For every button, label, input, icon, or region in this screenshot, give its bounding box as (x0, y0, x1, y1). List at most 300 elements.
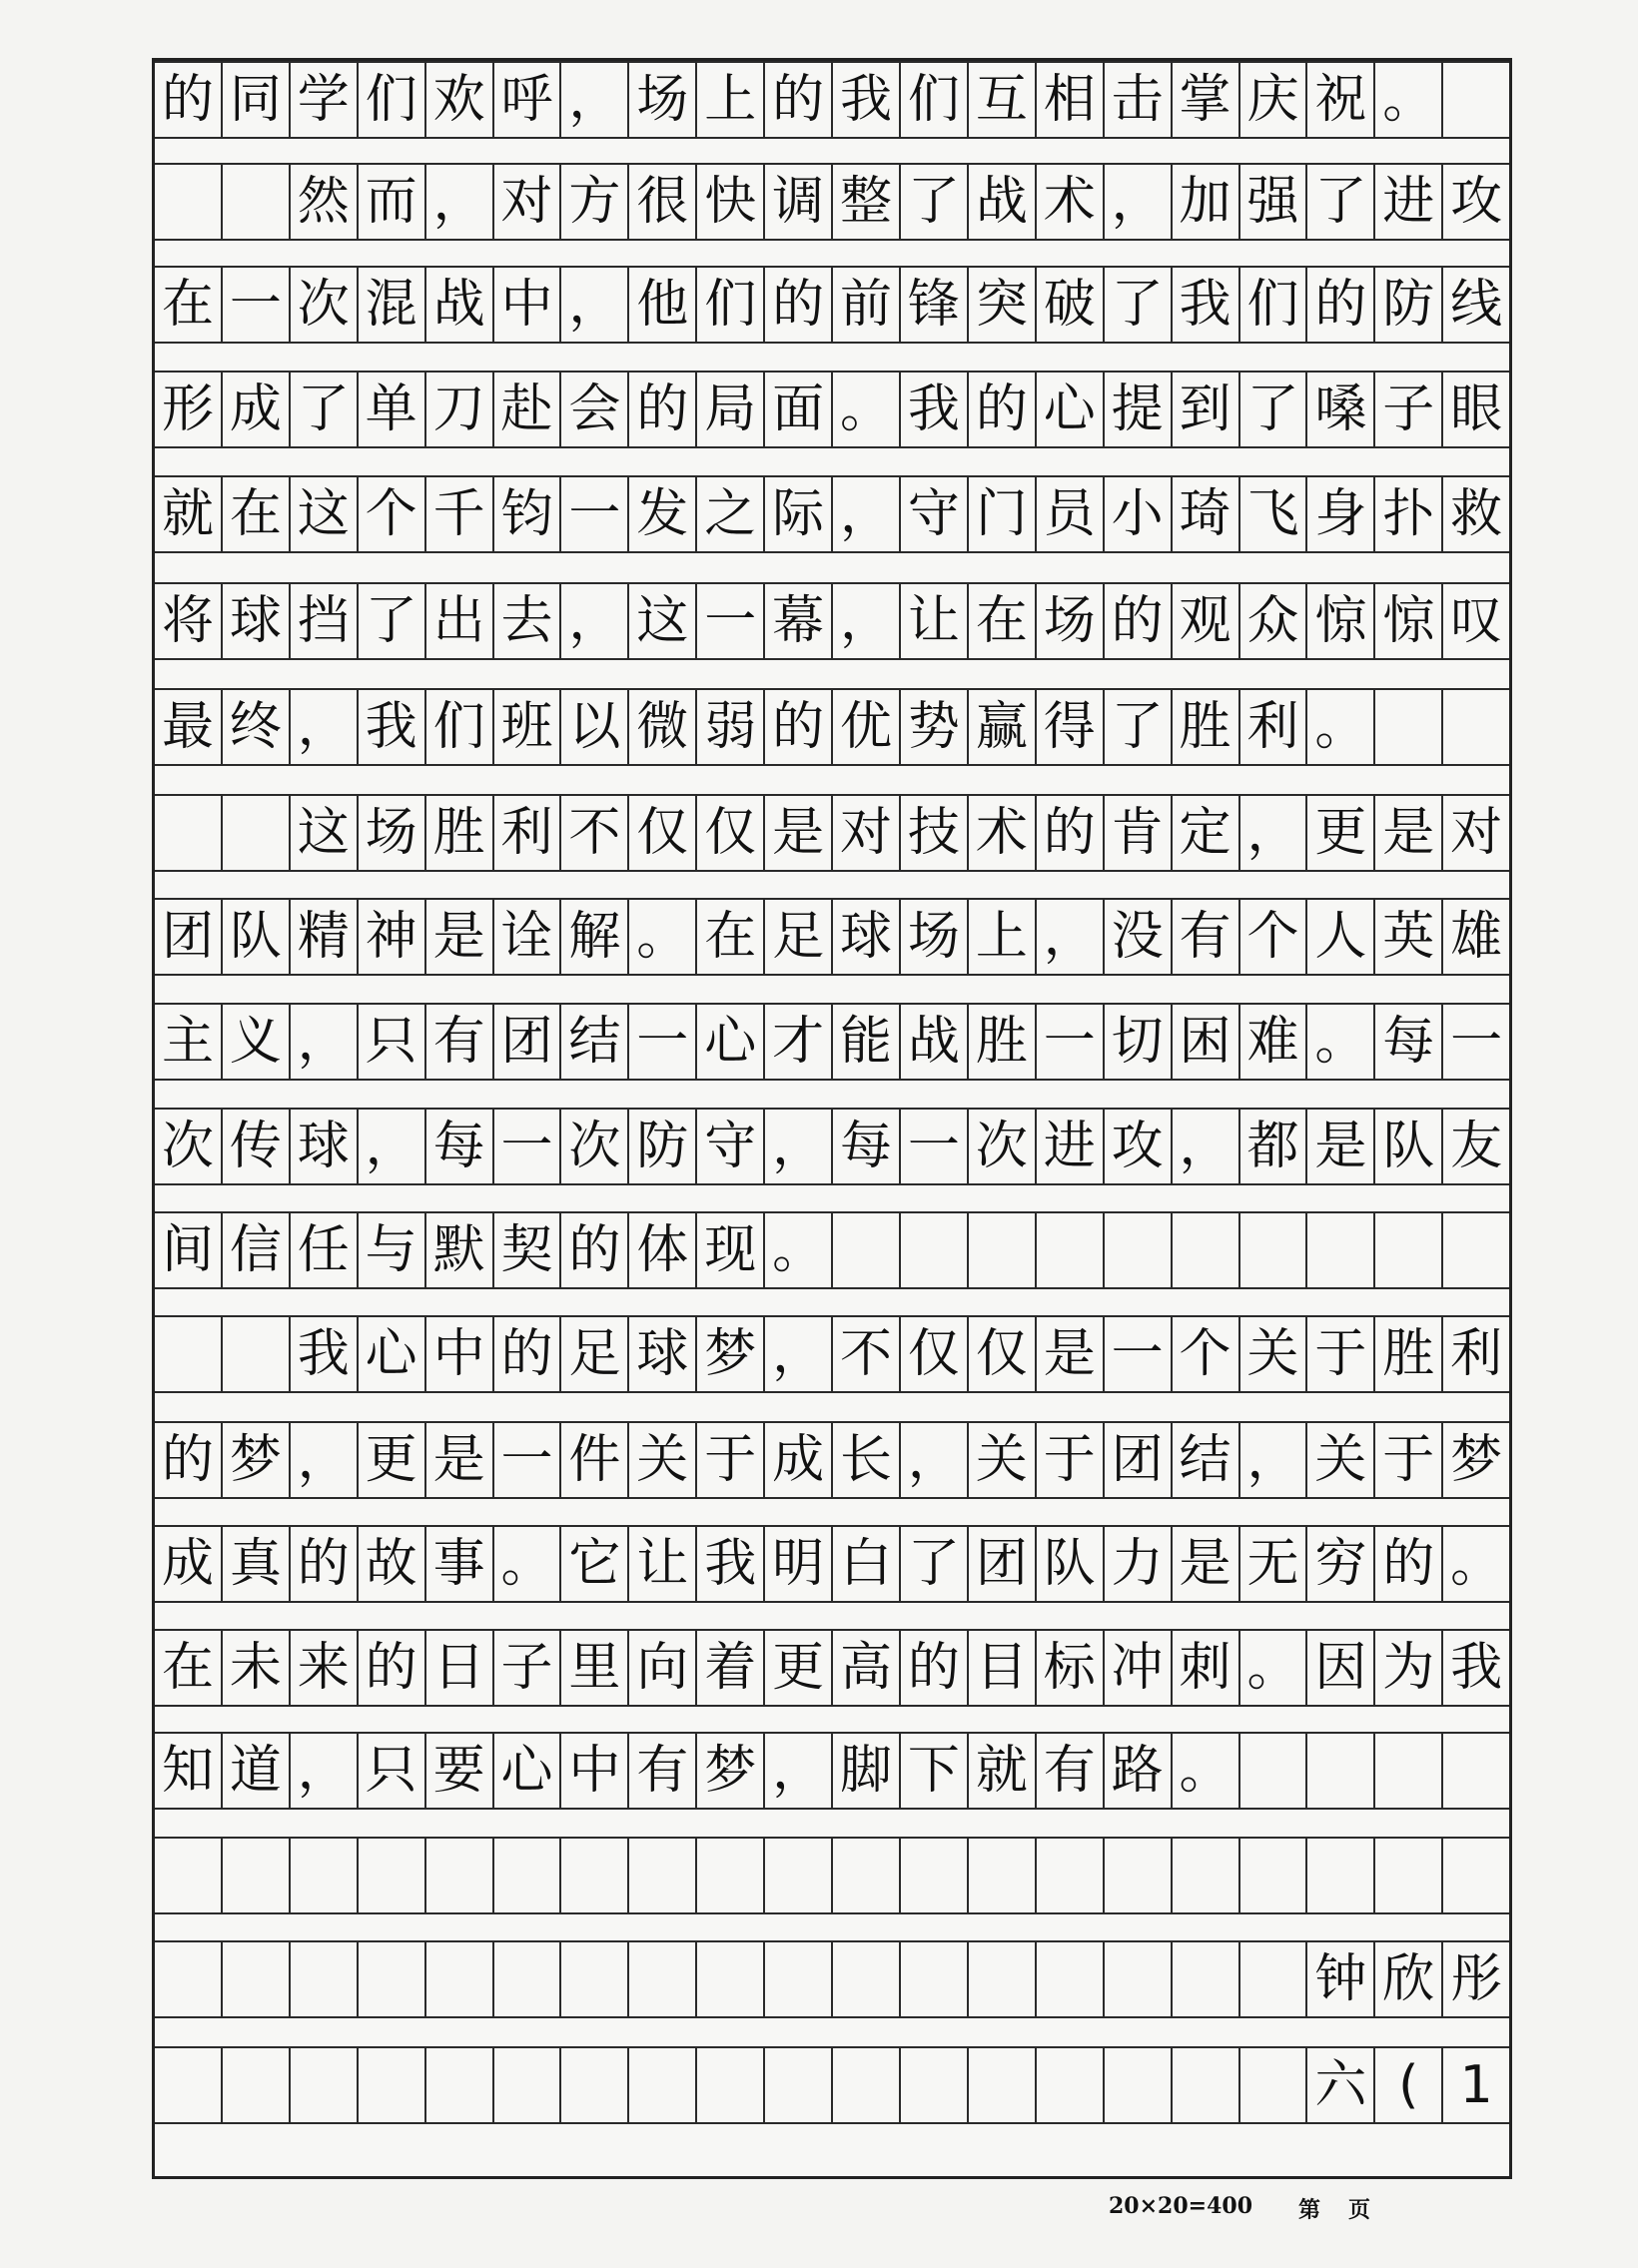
grid-cell: 子 (494, 1629, 562, 1707)
grid-cell: ， (291, 1732, 359, 1810)
grid-cell (426, 2046, 494, 2124)
grid-cell: 精 (291, 898, 359, 976)
grid-cell: 优 (833, 688, 901, 766)
grid-cell: 真 (223, 1525, 291, 1603)
grid-cell (629, 1837, 697, 1914)
grid-cell (155, 1315, 223, 1393)
grid-cell: 利 (494, 794, 562, 872)
grid-cell: 将 (155, 582, 223, 660)
grid-cell: 更 (765, 1629, 833, 1707)
grid-cell: 梦 (223, 1421, 291, 1499)
grid-cell: 形 (155, 371, 223, 448)
grid-row (155, 1108, 1509, 1185)
grid-cell: 我 (359, 688, 426, 766)
grid-cell: 的 (155, 61, 223, 139)
grid-cell (155, 2046, 223, 2124)
grid-cell (765, 2046, 833, 2124)
grid-cell: ， (1037, 898, 1105, 976)
grid-cell: 胜 (426, 794, 494, 872)
grid-cell: 知 (155, 1732, 223, 1810)
grid-cell (223, 2046, 291, 2124)
grid-cell: 个 (1240, 898, 1308, 976)
grid-cell: 力 (1105, 1525, 1173, 1603)
grid-cell: ， (291, 1421, 359, 1499)
grid-cell: 去 (494, 582, 562, 660)
grid-cell (223, 1940, 291, 2018)
composition-paper (152, 58, 1512, 2179)
grid-row (155, 688, 1509, 766)
grid-cell: 一 (1037, 1003, 1105, 1081)
grid-cell: 每 (833, 1108, 901, 1185)
grid-cell: 梦 (697, 1732, 765, 1810)
grid-cell: ， (1105, 163, 1173, 241)
grid-cell: 体 (629, 1211, 697, 1289)
grid-row (155, 582, 1509, 660)
grid-cell: 学 (291, 61, 359, 139)
grid-cell: 都 (1240, 1108, 1308, 1185)
grid-cell: 要 (426, 1732, 494, 1810)
grid-cell: 攻 (1443, 163, 1509, 241)
grid-cell: 的 (561, 1211, 629, 1289)
grid-cell: ， (561, 266, 629, 344)
grid-cell: ， (561, 61, 629, 139)
grid-cell: 同 (223, 61, 291, 139)
grid-cell: 在 (155, 1629, 223, 1707)
grid-cell (901, 1211, 969, 1289)
grid-cell (1375, 1837, 1443, 1914)
grid-cell: 刺 (1173, 1629, 1240, 1707)
grid-cell (629, 1940, 697, 2018)
grid-cell: 球 (223, 582, 291, 660)
grid-cell (1307, 1732, 1375, 1810)
grid-cell: 队 (1375, 1108, 1443, 1185)
grid-cell: 故 (359, 1525, 426, 1603)
grid-cell: 破 (1037, 266, 1105, 344)
grid-cell: 们 (359, 61, 426, 139)
grid-cell (1443, 1732, 1509, 1810)
grid-cell: 队 (223, 898, 291, 976)
grid-cell: 。 (629, 898, 697, 976)
grid-cell: 的 (765, 688, 833, 766)
grid-cell: 。 (1240, 1629, 1308, 1707)
grid-cell: 胜 (1375, 1315, 1443, 1393)
grid-cell: 利 (1240, 688, 1308, 766)
grid-cell: 不 (833, 1315, 901, 1393)
grid-cell: 会 (561, 371, 629, 448)
grid-cell: ( (1375, 2046, 1443, 2124)
grid-cell (1240, 1837, 1308, 1914)
grid-cell (765, 1940, 833, 2018)
grid-cell: ， (1240, 794, 1308, 872)
grid-cell (1240, 2046, 1308, 2124)
grid-cell: 团 (969, 1525, 1037, 1603)
grid-cell: 的 (1037, 794, 1105, 872)
grid-cell: 间 (155, 1211, 223, 1289)
grid-cell: 仅 (969, 1315, 1037, 1393)
grid-cell: 白 (833, 1525, 901, 1603)
grid-cell: 与 (359, 1211, 426, 1289)
grid-cell: 友 (1443, 1108, 1509, 1185)
grid-cell (223, 794, 291, 872)
grid-cell: 主 (155, 1003, 223, 1081)
grid-cell: 发 (629, 475, 697, 553)
grid-cell: 于 (1037, 1421, 1105, 1499)
grid-cell: 一 (1443, 1003, 1509, 1081)
grid-cell: 这 (291, 794, 359, 872)
grid-cell: 件 (561, 1421, 629, 1499)
grid-cell: 上 (697, 61, 765, 139)
grid-cell: 的 (291, 1525, 359, 1603)
grid-cell: 门 (969, 475, 1037, 553)
grid-cell: 了 (291, 371, 359, 448)
grid-cell: 足 (765, 898, 833, 976)
grid-cell: 进 (1375, 163, 1443, 241)
grid-cell: 胜 (1173, 688, 1240, 766)
grid-cell (1307, 1837, 1375, 1914)
grid-cell (155, 1940, 223, 2018)
grid-cell: 我 (697, 1525, 765, 1603)
grid-row (155, 266, 1509, 344)
grid-cell (1105, 1940, 1173, 2018)
grid-cell: 的 (969, 371, 1037, 448)
grid-cell (833, 1940, 901, 2018)
grid-cell: 因 (1307, 1629, 1375, 1707)
grid-cell: 的 (765, 61, 833, 139)
grid-cell: 雄 (1443, 898, 1509, 976)
grid-cell: 呼 (494, 61, 562, 139)
grid-cell: 了 (901, 163, 969, 241)
grid-cell: 是 (1037, 1315, 1105, 1393)
grid-cell: 次 (291, 266, 359, 344)
grid-row (155, 1525, 1509, 1603)
grid-cell: 于 (1375, 1421, 1443, 1499)
grid-cell (969, 1837, 1037, 1914)
grid-cell: 个 (1173, 1315, 1240, 1393)
grid-cell: 高 (833, 1629, 901, 1707)
grid-cell: 。 (1307, 1003, 1375, 1081)
grid-cell: 诠 (494, 898, 562, 976)
grid-cell: ， (561, 582, 629, 660)
grid-cell: 混 (359, 266, 426, 344)
grid-cell: 们 (1240, 266, 1308, 344)
grid-cell: 一 (697, 582, 765, 660)
grid-row (155, 1421, 1509, 1499)
grid-cell: 仅 (697, 794, 765, 872)
grid-cell: 团 (1105, 1421, 1173, 1499)
grid-cell (697, 2046, 765, 2124)
grid-cell (291, 2046, 359, 2124)
grid-cell: 叹 (1443, 582, 1509, 660)
grid-cell (359, 1837, 426, 1914)
grid-cell (1240, 1940, 1308, 2018)
grid-cell (426, 1837, 494, 1914)
grid-cell: 团 (494, 1003, 562, 1081)
grid-cell (1105, 1211, 1173, 1289)
grid-cell: 梦 (697, 1315, 765, 1393)
grid-cell: 上 (969, 898, 1037, 976)
grid-cell: 有 (426, 1003, 494, 1081)
grid-cell: 一 (901, 1108, 969, 1185)
grid-cell: 于 (697, 1421, 765, 1499)
grid-cell: 们 (426, 688, 494, 766)
grid-cell: 。 (1443, 1525, 1509, 1603)
grid-cell (765, 1837, 833, 1914)
grid-cell: 的 (1105, 582, 1173, 660)
grid-row (155, 1315, 1509, 1393)
grid-cell: 的 (494, 1315, 562, 1393)
grid-cell: 解 (561, 898, 629, 976)
grid-cell (1037, 1211, 1105, 1289)
grid-cell: 一 (494, 1421, 562, 1499)
grid-cell: 际 (765, 475, 833, 553)
grid-cell: 防 (629, 1108, 697, 1185)
grid-cell: 战 (426, 266, 494, 344)
grid-cell (1037, 1940, 1105, 2018)
page-number-label: 第页 (1298, 2197, 1399, 2223)
grid-cell: 战 (969, 163, 1037, 241)
grid-cell: 班 (494, 688, 562, 766)
grid-cell: 就 (155, 475, 223, 553)
grid-cell (969, 1211, 1037, 1289)
grid-cell: 神 (359, 898, 426, 976)
grid-cell (1443, 688, 1509, 766)
grid-cell: 之 (697, 475, 765, 553)
grid-cell: 未 (223, 1629, 291, 1707)
grid-cell: 的 (901, 1629, 969, 1707)
grid-cell: 单 (359, 371, 426, 448)
grid-cell: 调 (765, 163, 833, 241)
grid-cell (697, 1940, 765, 2018)
grid-row (155, 163, 1509, 241)
grid-cell: 这 (291, 475, 359, 553)
grid-cell: 向 (629, 1629, 697, 1707)
grid-cell: 了 (901, 1525, 969, 1603)
grid-cell: 难 (1240, 1003, 1308, 1081)
grid-cell: 关 (629, 1421, 697, 1499)
grid-cell (1173, 1837, 1240, 1914)
grid-cell: 众 (1240, 582, 1308, 660)
grid-cell: 们 (697, 266, 765, 344)
grid-cell: 它 (561, 1525, 629, 1603)
grid-cell (291, 1837, 359, 1914)
grid-cell: 得 (1037, 688, 1105, 766)
grid-cell: 人 (1307, 898, 1375, 976)
grid-cell (969, 2046, 1037, 2124)
grid-cell: 刀 (426, 371, 494, 448)
grid-cell: 惊 (1307, 582, 1375, 660)
grid-cell: ， (765, 1315, 833, 1393)
grid-cell: 快 (697, 163, 765, 241)
grid-cell: 里 (561, 1629, 629, 1707)
grid-cell: 攻 (1105, 1108, 1173, 1185)
grid-cell: 冲 (1105, 1629, 1173, 1707)
grid-cell: 胜 (969, 1003, 1037, 1081)
grid-cell: 中 (426, 1315, 494, 1393)
grid-cell: 契 (494, 1211, 562, 1289)
grid-cell: 个 (359, 475, 426, 553)
grid-cell: 挡 (291, 582, 359, 660)
grid-cell: 对 (494, 163, 562, 241)
grid-cell (494, 1940, 562, 2018)
grid-cell: 关 (1240, 1315, 1308, 1393)
grid-row (155, 1003, 1509, 1081)
grid-cell: 现 (697, 1211, 765, 1289)
grid-cell: 是 (1307, 1108, 1375, 1185)
grid-cell (223, 1315, 291, 1393)
grid-cell: 了 (1105, 266, 1173, 344)
grid-cell: 击 (1105, 61, 1173, 139)
grid-cell: ， (833, 582, 901, 660)
grid-cell: 一 (494, 1108, 562, 1185)
grid-cell (155, 163, 223, 241)
grid-cell: 关 (969, 1421, 1037, 1499)
grid-cell: 而 (359, 163, 426, 241)
grid-cell: 幕 (765, 582, 833, 660)
grid-cell: 是 (426, 1421, 494, 1499)
grid-cell: 在 (155, 266, 223, 344)
grid-cell: ， (1240, 1421, 1308, 1499)
grid-cell: 观 (1173, 582, 1240, 660)
grid-cell: 只 (359, 1003, 426, 1081)
grid-cell: 突 (969, 266, 1037, 344)
grid-cell: 我 (901, 371, 969, 448)
grid-cell: 对 (1443, 794, 1509, 872)
grid-cell: 欣 (1375, 1940, 1443, 2018)
grid-cell: 千 (426, 475, 494, 553)
grid-cell (833, 1211, 901, 1289)
grid-cell: 的 (155, 1421, 223, 1499)
grid-cell: 道 (223, 1732, 291, 1810)
grid-cell: 我 (833, 61, 901, 139)
grid-cell: 一 (223, 266, 291, 344)
grid-cell: ， (291, 688, 359, 766)
grid-cell: 很 (629, 163, 697, 241)
grid-cell: 有 (1173, 898, 1240, 976)
grid-cell: 局 (697, 371, 765, 448)
grid-cell (1375, 1211, 1443, 1289)
grid-cell (561, 1940, 629, 2018)
grid-cell: 一 (1105, 1315, 1173, 1393)
grid-cell (1375, 688, 1443, 766)
grid-cell: ， (901, 1421, 969, 1499)
grid-cell: 互 (969, 61, 1037, 139)
grid-cell: 锋 (901, 266, 969, 344)
grid-cell: 明 (765, 1525, 833, 1603)
grid-cell: 。 (1307, 688, 1375, 766)
grid-cell: 。 (1375, 61, 1443, 139)
grid-cell: 六 (1307, 2046, 1375, 2124)
grid-cell: ， (359, 1108, 426, 1185)
grid-cell: 就 (969, 1732, 1037, 1810)
grid-cell: 身 (1307, 475, 1375, 553)
grid-cell (1443, 1211, 1509, 1289)
grid-cell: 到 (1173, 371, 1240, 448)
grid-cell: 方 (561, 163, 629, 241)
grid-cell (629, 2046, 697, 2124)
grid-cell: 目 (969, 1629, 1037, 1707)
grid-cell (1173, 1211, 1240, 1289)
grid-cell (901, 1940, 969, 2018)
grid-cell: 祝 (1307, 61, 1375, 139)
grid-cell: 次 (155, 1108, 223, 1185)
grid-cell: 的 (1375, 1525, 1443, 1603)
grid-cell: 球 (629, 1315, 697, 1393)
grid-cell: 利 (1443, 1315, 1509, 1393)
grid-cell: 仅 (901, 1315, 969, 1393)
grid-cell: 小 (1105, 475, 1173, 553)
grid-row (155, 1732, 1509, 1810)
grid-cell: 了 (1307, 163, 1375, 241)
grid-cell: 让 (629, 1525, 697, 1603)
grid-cell: 切 (1105, 1003, 1173, 1081)
grid-cell (1443, 61, 1509, 139)
grid-cell: 员 (1037, 475, 1105, 553)
grid-cell: 困 (1173, 1003, 1240, 1081)
grid-cell: 场 (629, 61, 697, 139)
grid-cell: 技 (901, 794, 969, 872)
grid-cell (1173, 2046, 1240, 2124)
grid-cell: 心 (697, 1003, 765, 1081)
grid-cell (969, 1940, 1037, 2018)
grid-cell: 中 (561, 1732, 629, 1810)
grid-cell: 每 (426, 1108, 494, 1185)
grid-row (155, 61, 1509, 139)
grid-cell: 只 (359, 1732, 426, 1810)
grid-cell: 着 (697, 1629, 765, 1707)
grid-cell: 这 (629, 582, 697, 660)
grid-cell: 队 (1037, 1525, 1105, 1603)
grid-cell: 我 (1173, 266, 1240, 344)
grid-cell: 前 (833, 266, 901, 344)
grid-cell: 有 (629, 1732, 697, 1810)
grid-cell: ， (765, 1108, 833, 1185)
grid-count-label: 20×20=400 (1109, 2193, 1253, 2219)
grid-row (155, 898, 1509, 976)
grid-cell: 在 (223, 475, 291, 553)
grid-cell: ， (765, 1732, 833, 1810)
grid-cell (291, 1940, 359, 2018)
grid-cell: 英 (1375, 898, 1443, 976)
grid-cell: 进 (1037, 1108, 1105, 1185)
grid-cell: 琦 (1173, 475, 1240, 553)
grid-cell: 。 (1173, 1732, 1240, 1810)
grid-cell: 梦 (1443, 1421, 1509, 1499)
grid-cell: 们 (901, 61, 969, 139)
grid-cell: 的 (765, 266, 833, 344)
grid-row (155, 1629, 1509, 1707)
grid-cell (561, 1837, 629, 1914)
grid-cell (223, 163, 291, 241)
grid-cell: 防 (1375, 266, 1443, 344)
grid-cell: 救 (1443, 475, 1509, 553)
grid-cell (1037, 1837, 1105, 1914)
grid-cell: 然 (291, 163, 359, 241)
grid-cell: ， (291, 1003, 359, 1081)
grid-cell: 强 (1240, 163, 1308, 241)
grid-cell: 一 (561, 475, 629, 553)
grid-cell (1307, 1211, 1375, 1289)
grid-cell: ， (833, 475, 901, 553)
grid-cell: 了 (359, 582, 426, 660)
grid-row (155, 475, 1509, 553)
grid-cell: 结 (561, 1003, 629, 1081)
grid-cell: 。 (765, 1211, 833, 1289)
grid-cell (359, 1940, 426, 2018)
grid-cell: 来 (291, 1629, 359, 1707)
grid-cell: 微 (629, 688, 697, 766)
grid-cell: 在 (969, 582, 1037, 660)
grid-cell: 心 (1037, 371, 1105, 448)
